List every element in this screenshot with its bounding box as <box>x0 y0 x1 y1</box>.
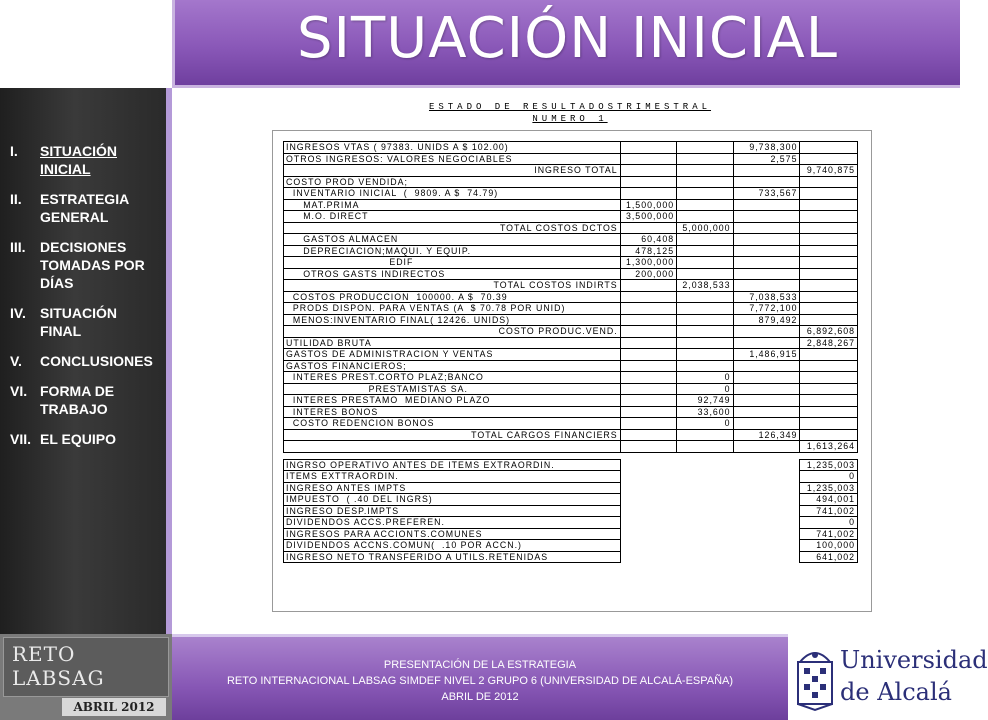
nav-item-6[interactable] <box>10 382 160 418</box>
table-cell <box>800 349 858 361</box>
table-cell <box>620 406 676 418</box>
table-cell <box>620 494 800 506</box>
table-cell <box>620 429 676 441</box>
table-cell: IMPUESTO ( .40 DEL INGRS) <box>284 494 621 506</box>
table-cell <box>733 326 800 338</box>
table-cell: GASTOS DE ADMINISTRACION Y VENTAS <box>284 349 621 361</box>
table-row <box>284 441 858 453</box>
table-cell: MAT.PRIMA <box>284 199 621 211</box>
table-cell <box>620 337 676 349</box>
table-cell <box>733 372 800 384</box>
footer-line-1: PRESENTACIÓN DE LA ESTRATEGIA <box>383 659 577 671</box>
labsag-word: LABSAG <box>12 666 105 690</box>
table-row <box>284 326 858 338</box>
table-cell: INTERES PREST.CORTO PLAZ;BANCO <box>284 372 621 384</box>
table-row <box>284 257 858 269</box>
table-cell <box>733 222 800 234</box>
report-heading <box>400 101 740 125</box>
table-cell <box>733 280 800 292</box>
table-cell <box>733 383 800 395</box>
table-cell: 9,738,300 <box>733 142 800 154</box>
table-cell <box>800 429 858 441</box>
table-cell <box>620 517 800 529</box>
table-cell <box>733 360 800 372</box>
table-row <box>284 482 858 494</box>
table-cell <box>800 418 858 430</box>
table-cell <box>800 383 858 395</box>
table-row <box>284 505 858 517</box>
table-cell: GASTOS FINANCIEROS; <box>284 360 621 372</box>
table-cell: COSTO PROD VENDIDA; <box>284 176 621 188</box>
table-row <box>284 176 858 188</box>
logo-date: ABRIL 2012 <box>62 698 166 716</box>
table-cell: 733,567 <box>733 188 800 200</box>
table-cell <box>677 153 733 165</box>
table-row <box>284 153 858 165</box>
table-cell: TOTAL COSTOS DCTOS <box>284 222 621 234</box>
university-name <box>840 644 988 708</box>
table-row <box>284 383 858 395</box>
table-cell: 741,002 <box>800 528 858 540</box>
report-number: NUMERO 1 <box>532 114 608 124</box>
table-cell <box>733 199 800 211</box>
table-cell <box>620 528 800 540</box>
table-cell <box>800 222 858 234</box>
table-cell <box>620 349 676 361</box>
table-row <box>284 222 858 234</box>
table-row <box>284 372 858 384</box>
footer-text <box>172 657 788 705</box>
nav-item-label: SITUACIÓN FINAL <box>40 305 117 339</box>
table-cell <box>677 176 733 188</box>
table-cell: INGRESO NETO TRANSFERIDO A UTILS.RETENIDAS <box>284 551 621 563</box>
nav-item-label: SITUACIÓN INICIAL <box>40 143 117 177</box>
table-cell <box>620 471 800 483</box>
nav-item-5[interactable] <box>10 352 160 370</box>
table-cell <box>733 395 800 407</box>
table-cell <box>620 303 676 315</box>
nav-item-label: ESTRATEGIA GENERAL <box>40 191 129 225</box>
table-cell: 60,408 <box>620 234 676 246</box>
sidebar-nav <box>10 142 160 460</box>
table-row <box>284 165 858 177</box>
table-row <box>284 528 858 540</box>
spacer-cell <box>284 452 858 459</box>
table-cell: 879,492 <box>733 314 800 326</box>
table-row <box>284 199 858 211</box>
table-cell <box>284 441 621 453</box>
table-cell: 1,300,000 <box>620 257 676 269</box>
table-cell <box>620 551 800 563</box>
table-cell: EDIF <box>284 257 621 269</box>
table-cell: 200,000 <box>620 268 676 280</box>
table-cell: OTROS GASTS INDIRECTOS <box>284 268 621 280</box>
table-cell <box>800 291 858 303</box>
table-cell <box>620 395 676 407</box>
nav-item-7[interactable] <box>10 430 160 448</box>
table-cell: ITEMS EXTTRAORDIN. <box>284 471 621 483</box>
table-cell: MENOS:INVENTARIO FINAL( 12426. UNIDS) <box>284 314 621 326</box>
table-cell <box>620 314 676 326</box>
table-cell <box>620 482 800 494</box>
table-cell <box>800 257 858 269</box>
table-cell: 126,349 <box>733 429 800 441</box>
table-cell: 100,000 <box>800 540 858 552</box>
table-cell <box>677 234 733 246</box>
university-crest-icon <box>794 642 836 712</box>
table-cell: DIVIDENDOS ACCS.PREFEREN. <box>284 517 621 529</box>
table-cell <box>733 257 800 269</box>
table-cell <box>733 211 800 223</box>
table-cell: INTERES PRESTAMO MEDIANO PLAZO <box>284 395 621 407</box>
report-title: ESTADO DE RESULTADOSTRIMESTRAL <box>428 102 712 112</box>
table-row <box>284 395 858 407</box>
table-spacer <box>284 452 858 459</box>
table-cell: 6,892,608 <box>800 326 858 338</box>
table-cell <box>620 360 676 372</box>
table-cell: INGRESOS VTAS ( 97383. UNIDS A $ 102.00) <box>284 142 621 154</box>
table-cell: 641,002 <box>800 551 858 563</box>
table-cell: 0 <box>677 372 733 384</box>
title-banner <box>172 0 960 88</box>
table-cell <box>800 303 858 315</box>
table-cell <box>620 188 676 200</box>
nav-item-number: VII. <box>10 431 32 447</box>
table-row <box>284 471 858 483</box>
nav-item-label: CONCLUSIONES <box>40 353 153 369</box>
table-row <box>284 406 858 418</box>
table-cell: INGRESO ANTES IMPTS <box>284 482 621 494</box>
table-cell: INGRESO TOTAL <box>284 165 621 177</box>
table-row <box>284 280 858 292</box>
table-row <box>284 429 858 441</box>
table-row <box>284 188 858 200</box>
table-row <box>284 349 858 361</box>
table-cell <box>733 337 800 349</box>
slide-title: SITUACIÓN INICIAL <box>296 6 838 71</box>
table-cell <box>800 234 858 246</box>
nav-item-number: III. <box>10 239 26 255</box>
table-cell: 5,000,000 <box>677 222 733 234</box>
table-cell: INGRSO OPERATIVO ANTES DE ITEMS EXTRAORDIN. <box>284 459 621 471</box>
table-cell: DEPRECIACION;MAQUI. Y EQUIP. <box>284 245 621 257</box>
table-cell <box>620 291 676 303</box>
university-name-line-2: de Alcalá <box>840 678 952 706</box>
table-cell <box>800 372 858 384</box>
nav-item-4[interactable] <box>10 304 160 340</box>
table-cell: 0 <box>677 418 733 430</box>
nav-item-number: I. <box>10 143 18 159</box>
table-row <box>284 551 858 563</box>
table-cell <box>800 406 858 418</box>
table-cell: 2,575 <box>733 153 800 165</box>
table-cell <box>620 153 676 165</box>
table-cell: 0 <box>677 383 733 395</box>
table-cell <box>677 441 733 453</box>
table-cell <box>800 176 858 188</box>
table-cell: TOTAL CARGOS FINANCIERS <box>284 429 621 441</box>
table-cell <box>677 199 733 211</box>
nav-item-label: FORMA DE TRABAJO <box>40 383 115 417</box>
table-cell: INVENTARIO INICIAL ( 9809. A $ 74.79) <box>284 188 621 200</box>
reto-word: RETO <box>12 642 76 666</box>
table-cell <box>677 349 733 361</box>
table-row <box>284 268 858 280</box>
table-row <box>284 494 858 506</box>
table-cell <box>677 142 733 154</box>
table-cell <box>620 383 676 395</box>
table-cell <box>800 360 858 372</box>
table-cell <box>677 211 733 223</box>
table-row <box>284 234 858 246</box>
table-cell <box>800 280 858 292</box>
reto-logo-box <box>3 637 169 697</box>
table-cell <box>620 372 676 384</box>
table-cell: 92,749 <box>677 395 733 407</box>
footer-line-3: ABRIL DE 2012 <box>441 691 519 703</box>
table-cell: COSTO REDENCION BONOS <box>284 418 621 430</box>
footer-line-2: RETO INTERNACIONAL LABSAG SIMDEF NIVEL 2 GRUPO 6 (UNIVERSIDAD DE ALCALÁ-ESPAÑA) <box>226 675 734 687</box>
table-cell <box>677 326 733 338</box>
table-cell: 2,038,533 <box>677 280 733 292</box>
table-cell <box>620 142 676 154</box>
table-cell <box>800 142 858 154</box>
table-cell <box>800 245 858 257</box>
table-cell <box>677 188 733 200</box>
table-cell <box>677 314 733 326</box>
footer-bar <box>172 634 788 720</box>
table-cell: 1,235,003 <box>800 459 858 471</box>
table-row <box>284 211 858 223</box>
nav-item-number: V. <box>10 353 22 369</box>
table-cell <box>733 441 800 453</box>
table-cell <box>800 268 858 280</box>
table-cell <box>733 268 800 280</box>
table-cell <box>677 291 733 303</box>
table-cell: UTILIDAD BRUTA <box>284 337 621 349</box>
table-row <box>284 314 858 326</box>
table-cell <box>733 406 800 418</box>
nav-item-label: DECISIONES TOMADAS POR DÍAS <box>40 239 145 291</box>
table-cell: COSTO PRODUC.VEND. <box>284 326 621 338</box>
table-cell <box>733 165 800 177</box>
table-cell <box>620 441 676 453</box>
nav-item-label: EL EQUIPO <box>40 431 116 447</box>
table-cell <box>677 303 733 315</box>
table-cell: PRODS DISPON. PARA VENTAS (A $ 70.78 POR UNID) <box>284 303 621 315</box>
nav-item-number: II. <box>10 191 22 207</box>
nav-item-2[interactable] <box>10 190 160 226</box>
table-cell: 33,600 <box>677 406 733 418</box>
table-cell <box>620 280 676 292</box>
table-row <box>284 418 858 430</box>
table-cell: 3,500,000 <box>620 211 676 223</box>
nav-item-number: IV. <box>10 305 26 321</box>
nav-item-3[interactable] <box>10 238 160 292</box>
table-cell <box>620 540 800 552</box>
table-row <box>284 245 858 257</box>
nav-item-1[interactable] <box>10 142 160 178</box>
table-cell <box>677 245 733 257</box>
table-cell <box>733 176 800 188</box>
table-cell <box>800 188 858 200</box>
university-logo <box>788 634 988 720</box>
table-cell: PRESTAMISTAS SA. <box>284 383 621 395</box>
table-cell <box>620 176 676 188</box>
table-cell <box>800 211 858 223</box>
table-cell <box>620 418 676 430</box>
table-cell: 1,486,915 <box>733 349 800 361</box>
table-cell <box>677 257 733 269</box>
table-cell: M.O. DIRECT <box>284 211 621 223</box>
table-cell: 7,772,100 <box>733 303 800 315</box>
table-row <box>284 459 858 471</box>
table-cell: 9,740,875 <box>800 165 858 177</box>
table-cell: INGRESO DESP.IMPTS <box>284 505 621 517</box>
table-row <box>284 517 858 529</box>
table-cell: DIVIDENDOS ACCNS.COMUN( .10 POR ACCN.) <box>284 540 621 552</box>
table-cell: 0 <box>800 471 858 483</box>
sidebar <box>0 88 172 634</box>
table-cell <box>620 459 800 471</box>
table-cell <box>677 337 733 349</box>
table-cell <box>733 234 800 246</box>
table-cell: 1,235,003 <box>800 482 858 494</box>
table-cell <box>677 429 733 441</box>
table-cell: INTERES BONOS <box>284 406 621 418</box>
table-cell: 1,500,000 <box>620 199 676 211</box>
table-row <box>284 337 858 349</box>
table-row <box>284 142 858 154</box>
table-cell <box>800 395 858 407</box>
table-row <box>284 360 858 372</box>
table-cell <box>733 418 800 430</box>
table-cell <box>620 326 676 338</box>
table-cell: GASTOS ALMACEN <box>284 234 621 246</box>
table-cell <box>800 314 858 326</box>
table-row <box>284 540 858 552</box>
table-cell: COSTOS PRODUCCION 100000. A $ 70.39 <box>284 291 621 303</box>
table-cell: TOTAL COSTOS INDIRTS <box>284 280 621 292</box>
table-cell <box>800 153 858 165</box>
nav-item-number: VI. <box>10 383 28 399</box>
table-cell: 7,038,533 <box>733 291 800 303</box>
reto-labsag-logo <box>0 634 172 720</box>
table-cell <box>677 165 733 177</box>
table-cell <box>677 268 733 280</box>
table-row <box>284 303 858 315</box>
table-cell <box>620 165 676 177</box>
university-name-line-1: Universidad <box>840 646 988 674</box>
table-cell: 1,613,264 <box>800 441 858 453</box>
table-cell <box>800 199 858 211</box>
table-cell: 494,001 <box>800 494 858 506</box>
table-cell: 741,002 <box>800 505 858 517</box>
table-cell: INGRESOS PARA ACCIONTS.COMUNES <box>284 528 621 540</box>
table-cell: 478,125 <box>620 245 676 257</box>
table-cell <box>733 245 800 257</box>
table-cell: OTROS INGRESOS: VALORES NEGOCIABLES <box>284 153 621 165</box>
table-cell <box>620 505 800 517</box>
table-cell: 2,848,267 <box>800 337 858 349</box>
table-cell <box>620 222 676 234</box>
income-statement-table <box>283 141 858 563</box>
table-cell: 0 <box>800 517 858 529</box>
table-row <box>284 291 858 303</box>
table-cell <box>677 360 733 372</box>
